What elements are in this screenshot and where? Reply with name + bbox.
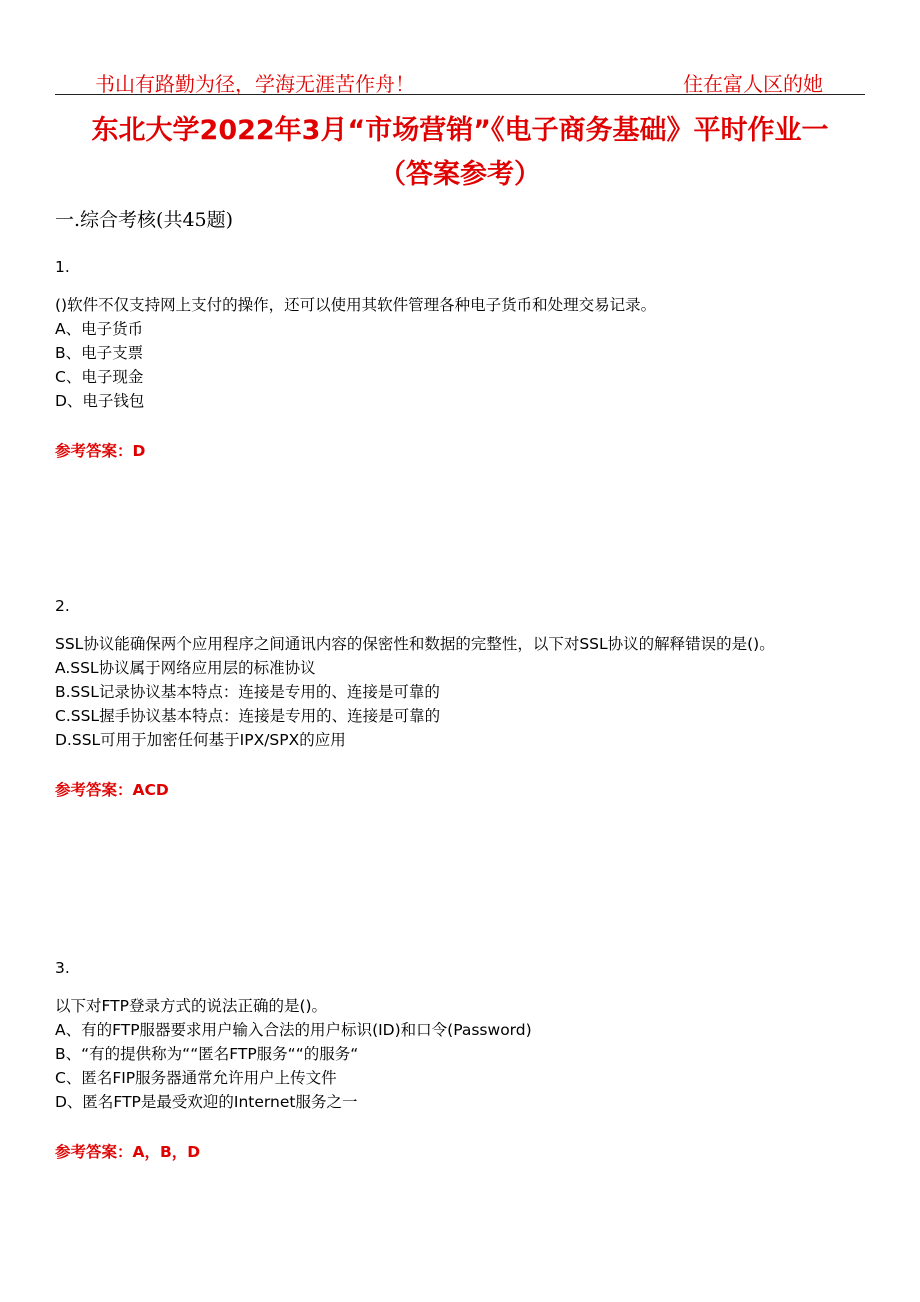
option-d: D、电子钱包	[55, 392, 145, 410]
question-stem: SSL协议能确保两个应用程序之间通讯内容的保密性和数据的完整性，以下对SSL协议的解释错误的是()。	[55, 635, 775, 653]
option-a: A、有的FTP服器要求用户输入合法的用户标识(ID)和口令(Password)	[55, 1021, 532, 1039]
question-number: 3.	[55, 959, 70, 977]
question-stem: ()软件不仅支持网上支付的操作，还可以使用其软件管理各种电子货币和处理交易记录。	[55, 296, 657, 314]
option-b: B、“有的提供称为““匿名FTP服务““的服务“	[55, 1045, 359, 1063]
header-author: 住在富人区的她	[683, 72, 823, 96]
option-a: A.SSL协议属于网络应用层的标准协议	[55, 659, 316, 677]
option-d: D.SSL可用于加密任何基于IPX/SPX的应用	[55, 731, 346, 749]
question-block	[55, 255, 870, 463]
answer-reference: 参考答案：ACD	[55, 781, 169, 799]
option-b: B、电子支票	[55, 344, 144, 362]
question-block	[55, 594, 870, 802]
document-title: 东北大学2022年3月“市场营销”《电子商务基础》平时作业一	[91, 115, 829, 146]
option-a: A、电子货币	[55, 320, 144, 338]
page-header	[55, 62, 865, 95]
option-d: D、匿名FTP是最受欢迎的Internet服务之一	[55, 1093, 358, 1111]
option-b: B.SSL记录协议基本特点：连接是专用的、连接是可靠的	[55, 683, 440, 701]
answer-reference: 参考答案：A，B，D	[55, 1143, 201, 1161]
question-block	[55, 956, 870, 1164]
option-c: C、匿名FIP服务器通常允许用户上传文件	[55, 1069, 337, 1087]
document-subtitle: （答案参考）	[379, 159, 541, 190]
question-stem: 以下对FTP登录方式的说法正确的是()。	[55, 997, 328, 1015]
option-c: C.SSL握手协议基本特点：连接是专用的、连接是可靠的	[55, 707, 441, 725]
section-heading: 一.综合考核(共45题)	[55, 209, 234, 231]
header-motto: 书山有路勤为径，学海无涯苦作舟！	[95, 72, 415, 96]
option-c: C、电子现金	[55, 368, 144, 386]
question-number: 2.	[55, 597, 70, 615]
question-number: 1.	[55, 258, 70, 276]
answer-reference: 参考答案：D	[55, 442, 146, 460]
